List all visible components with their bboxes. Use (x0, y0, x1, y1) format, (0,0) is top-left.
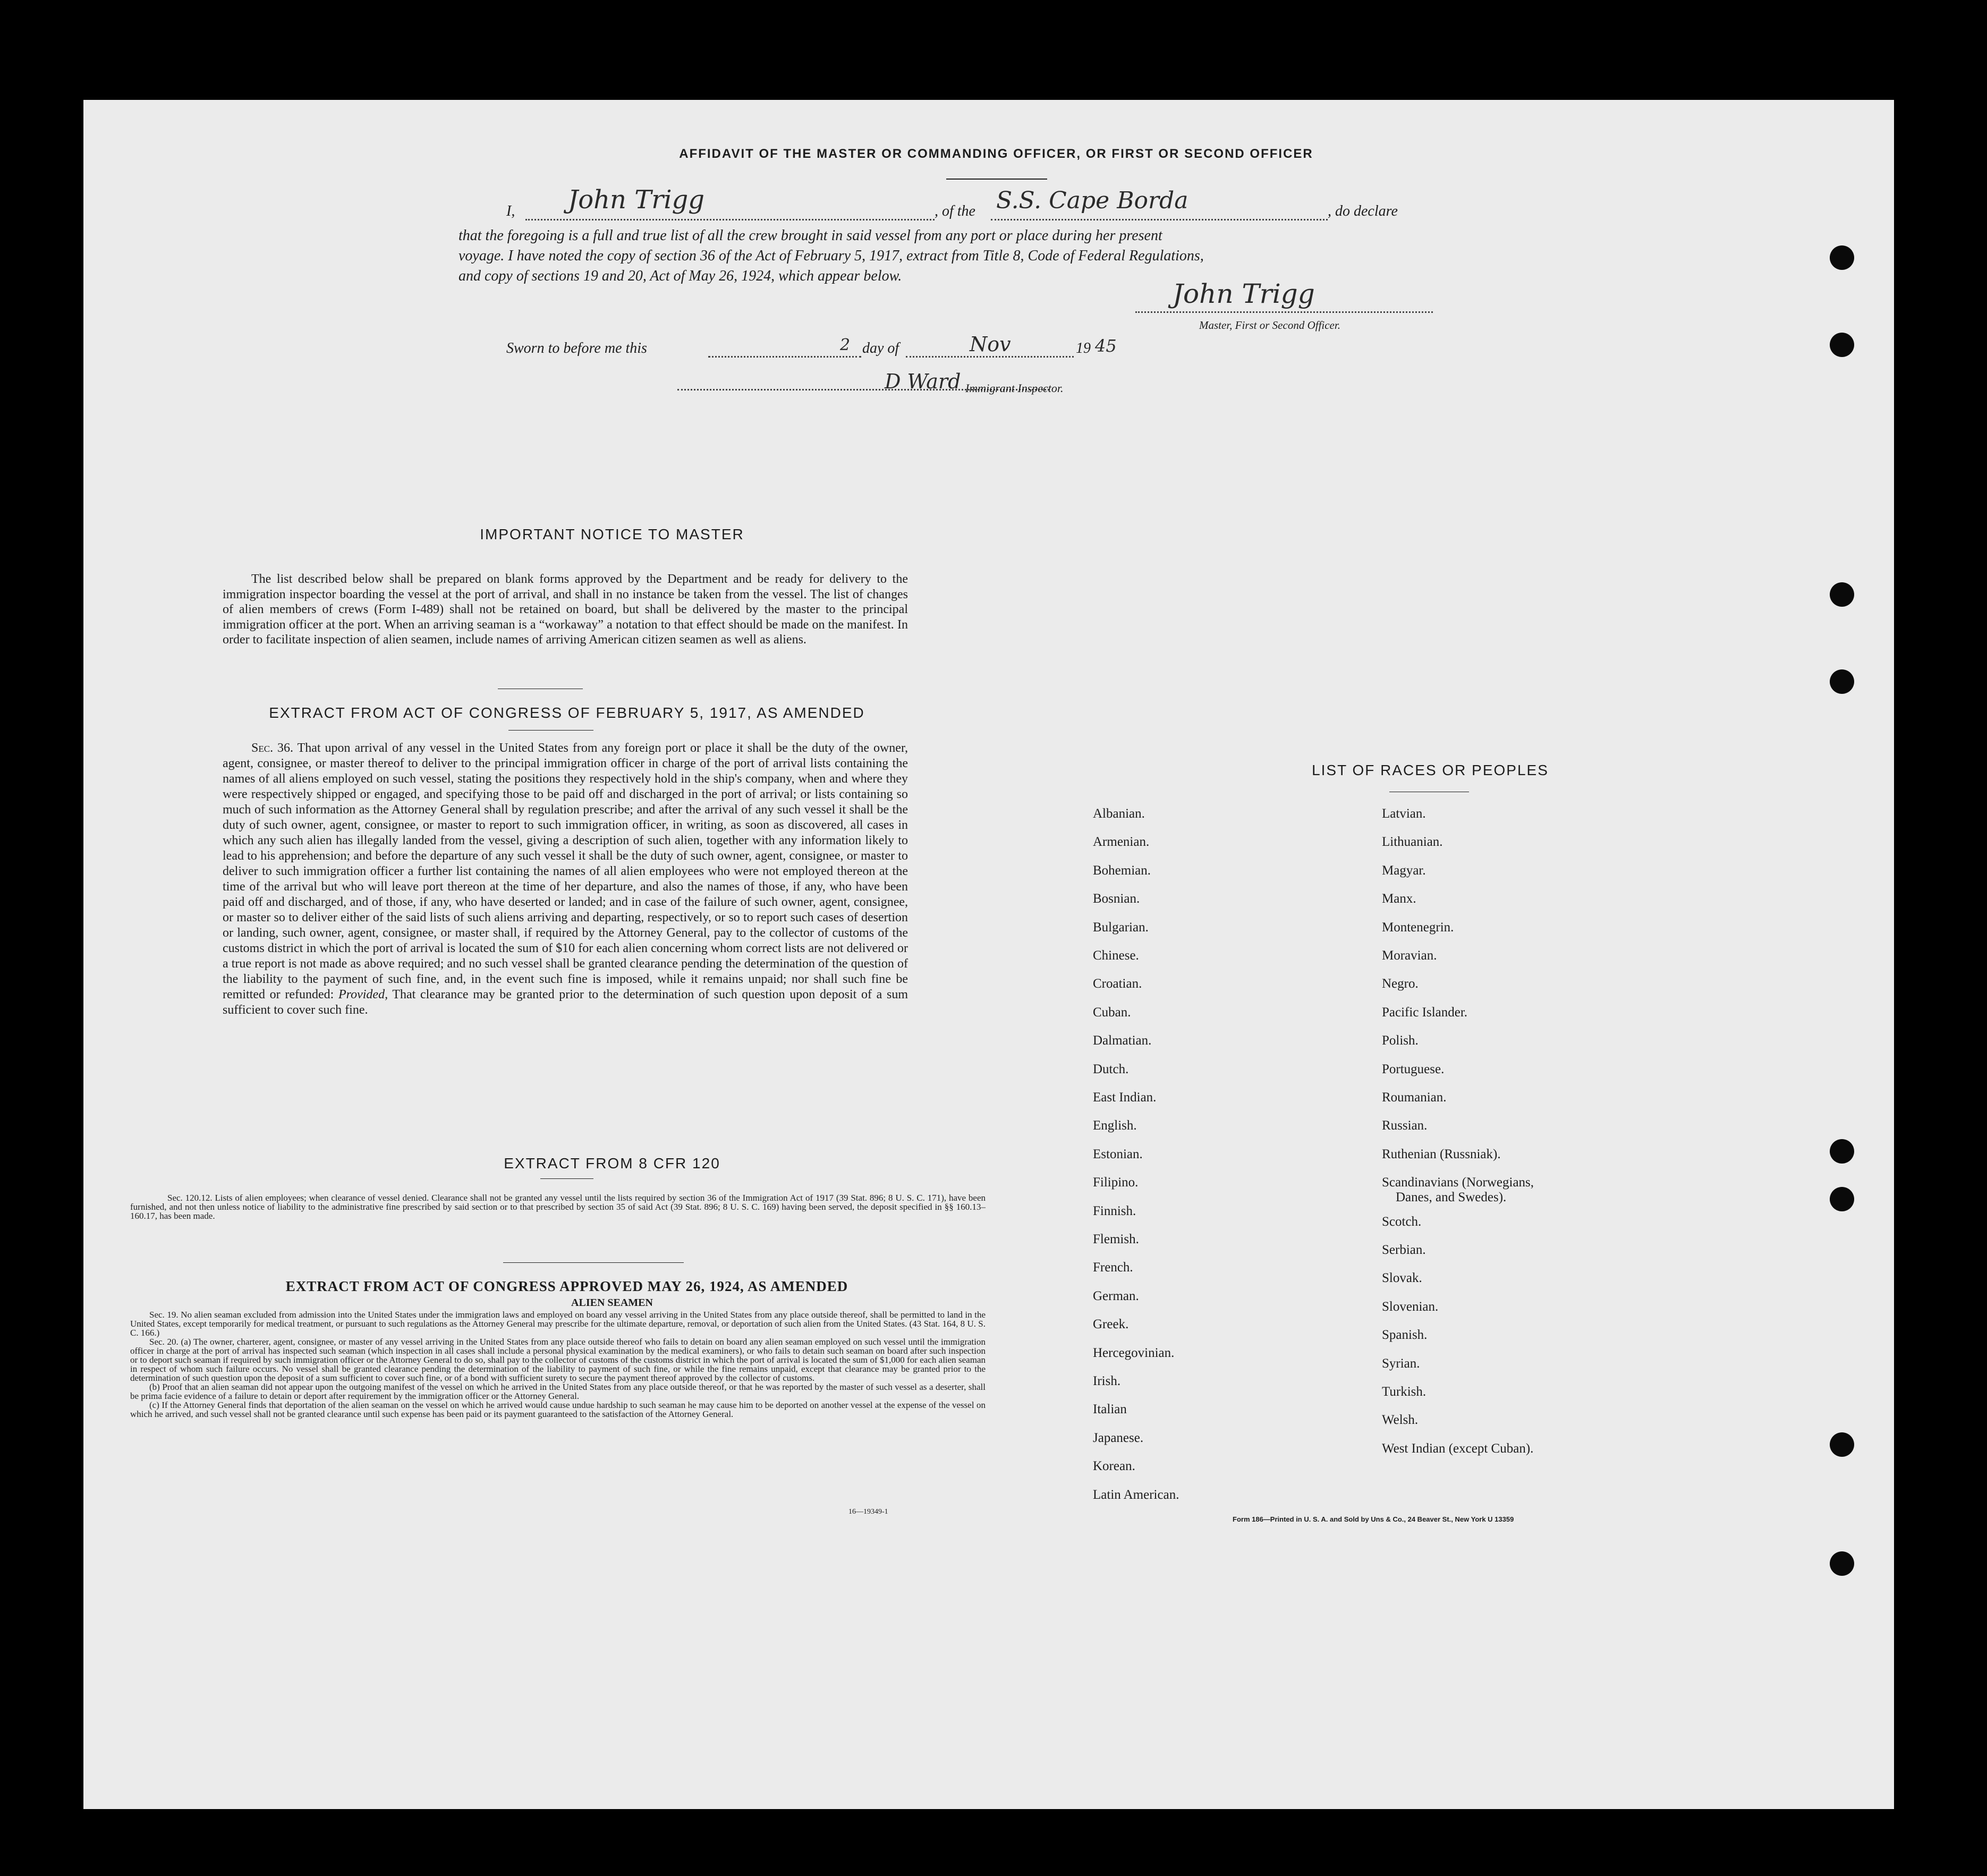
race-item: Pacific Islander. (1382, 1005, 1468, 1020)
sec-36-label: Sec. 36. (251, 741, 294, 755)
punch-hole (1830, 582, 1854, 607)
race-item: Roumanian. (1382, 1090, 1447, 1105)
race-item: Flemish. (1093, 1232, 1139, 1246)
race-item: Dalmatian. (1093, 1033, 1152, 1048)
race-item: English. (1093, 1118, 1137, 1133)
extract-1917-rule (508, 730, 593, 731)
form-page (83, 100, 1894, 1809)
month-handwritten: Nov (970, 333, 1011, 356)
declaration-line-4: and copy of sections 19 and 20, Act of May 26, 1924, which appear below. (458, 268, 902, 284)
race-item: Scandinavians (Norwegians, (1382, 1175, 1534, 1190)
race-item: Latin American. (1093, 1487, 1179, 1502)
sworn-line (506, 333, 1250, 361)
provided-text: That clearance may be granted prior to the determination of such question upon deposit of a sum sufficient to cover such fine. (223, 988, 908, 1017)
races-title: LIST OF RACES OR PEOPLES (1312, 762, 1549, 778)
extract-1917-body (223, 741, 908, 1018)
race-item: Magyar. (1382, 863, 1426, 878)
extract-cfr-rule-bottom (503, 1262, 684, 1263)
race-item: Chinese. (1093, 948, 1139, 963)
race-item: Bulgarian. (1093, 920, 1149, 935)
race-item: Cuban. (1093, 1005, 1131, 1020)
race-item: Spanish. (1382, 1328, 1428, 1343)
master-label: Master, First or Second Officer. (1199, 319, 1340, 332)
race-item: Dutch. (1093, 1062, 1129, 1076)
month-field (906, 333, 1074, 358)
sec-36-text: That upon arrival of any vessel in the United States from any foreign port or place it shall be the duty of the owner, agent, consignee, or master thereof to deliver to the principal immigration officer in charge of the port of arrival lists containing the names of all aliens employed on such vessel, stating the positions they respectively hold in the ship's company, when and where they were respectively shipped or engaged, and specifying those to be paid off and discharged in the port of arrival; or lists containing so much of such information as the Attorney General shall by regulation prescribe; and after the arrival of any such vessel it shall be the duty of such owner, agent, consignee, or master to report to such immigration officer, in writing, as soon as discovered, all cases in which any such alien has illegally landed from the vessel, giving a description of such alien, together with any information likely to lead to his apprehension; and before the departure of any such vessel it shall be the duty of such owner, agent, consignee, or master to deliver to such immigration officer a further list containing the names of all alien employees who were not employed thereon at the time of the arrival but who will leave port thereon at the time of her departure, and also the names of those, if any, who have been paid off and discharged, and of those, if any, who have deserted or landed; and in case of the failure of such owner, agent, consignee, or master so to deliver either of the said lists of such aliens arriving and departing, respectively, or so to report such cases of desertion or landing, such owner, agent, consignee, or master shall, if required by the Attorney General, pay to the collector of customs of the customs district in which the port of arrival is located the sum of $10 for each alien concerning whom correct lists are not delivered or a true report is not made as above required; and no such vessel shall be granted clearance pending the determination of the question of the liability to the payment of such fine, and, in the event such fine is imposed, while it remains unpaid; nor shall such fine be remitted or refunded: (223, 741, 908, 1001)
punch-hole (1830, 1551, 1854, 1576)
notice-body: The list described below shall be prepared on blank forms approved by the Department and be ready for delivery to the immigration inspector boarding the vessel at the port of arrival, and shall in no instance be taken from the vessel. The list of changes of alien members of crews (Form I-489) shall not be retained on board, but shall be delivered by the master to the principal immigration officer at the port. When an arriving seaman is a “workaway” a notation to that effect should be made on the manifest. In order to facilitate inspection of alien seamen, include names of arriving American citizen seamen as well as aliens. (223, 572, 908, 647)
declaration-line-1 (506, 185, 1549, 224)
race-item: Armenian. (1093, 835, 1150, 850)
name-field (525, 185, 935, 220)
race-item: Turkish. (1382, 1385, 1426, 1399)
race-item: Negro. (1382, 977, 1419, 991)
race-item: Scotch. (1382, 1214, 1422, 1229)
race-item: Bosnian. (1093, 892, 1140, 906)
vessel-field (991, 187, 1328, 220)
affidavit-title: AFFIDAVIT OF THE MASTER OR COMMANDING OFFICER, OR FIRST OR SECOND OFFICER (679, 147, 1313, 161)
extract-1924-subtitle: ALIEN SEAMEN (571, 1297, 653, 1309)
race-item: Japanese. (1093, 1430, 1144, 1445)
sworn-label: Sworn to before me this (506, 340, 647, 356)
extract-cfr-rule (540, 1178, 593, 1179)
race-item: Lithuanian. (1382, 835, 1443, 850)
vessel-handwritten: S.S. Cape Borda (996, 187, 1188, 214)
race-item: Syrian. (1382, 1356, 1420, 1371)
year-handwritten: 45 (1095, 336, 1117, 356)
sec-19-text: Sec. 19. No alien seaman excluded from admission into the United States under the immigration laws and employed on board any vessel arriving in the United States from any place outside thereof, shall be permitted to land in the United States, except temporarily for medical treatment, or pursuant to such regulations as the Attorney General may prescribe for the ultimate departure, removal, or deportation of such alien from the United States. (43 Stat. 164, 8 U. S. C. 166.) (130, 1310, 986, 1338)
race-item: Russian. (1382, 1118, 1428, 1133)
notice-title: IMPORTANT NOTICE TO MASTER (480, 526, 744, 542)
race-item: Slovenian. (1382, 1299, 1439, 1314)
of-the-label: , of the (935, 203, 975, 219)
race-item: Korean. (1093, 1459, 1135, 1474)
race-item: Albanian. (1093, 807, 1145, 821)
declaration-line-3: voyage. I have noted the copy of section 36 of the Act of February 5, 1917, extract from Title 8, Code of Federal Regulations, (458, 248, 1204, 264)
name-handwritten: John Trigg (568, 185, 704, 215)
race-item: Montenegrin. (1382, 920, 1454, 935)
extract-1924-title: EXTRACT FROM ACT OF CONGRESS APPROVED MAY 26, 1924, AS AMENDED (285, 1278, 848, 1294)
day-field (708, 336, 861, 358)
punch-hole (1830, 1187, 1854, 1211)
race-item: Finnish. (1093, 1203, 1136, 1218)
race-item: Bohemian. (1093, 863, 1151, 878)
provided-label: Provided, (338, 988, 388, 1001)
punch-hole (1830, 245, 1854, 270)
extract-cfr-title: EXTRACT FROM 8 CFR 120 (504, 1155, 720, 1172)
extract-cfr-body: Sec. 120.12. Lists of alien employees; when clearance of vessel denied. Clearance shall not be granted any vessel until the lists required by section 36 of the Immigration Act of 1917 (39 Stat. 896; 8 U. S. C. 171), have been furnished, and not then unless notice of liability to the administrative fine prescribed by said section or to that prescribed by section 35 of said Act (39 Stat. 896; 8 U. S. C. 169) having been served, the deposit specified in §§ 160.13–160.17, has been made. (130, 1193, 986, 1221)
race-item: Italian (1093, 1402, 1127, 1417)
race-item-continuation: Danes, and Swedes). (1396, 1190, 1507, 1205)
race-item: Irish. (1093, 1374, 1121, 1388)
race-item: East Indian. (1093, 1090, 1157, 1105)
race-item: Slovak. (1382, 1271, 1422, 1286)
punch-hole (1830, 669, 1854, 694)
race-item: French. (1093, 1260, 1133, 1275)
declaration-line-2: that the foregoing is a full and true list of all the crew brought in said vessel from any port or place during her present (458, 227, 1162, 244)
master-signature-handwritten: John Trigg (1173, 278, 1315, 309)
day-of-label: day of (862, 340, 899, 356)
year-label: 19 (1076, 340, 1091, 356)
race-item: West Indian (except Cuban). (1382, 1441, 1534, 1456)
race-item: Portuguese. (1382, 1062, 1445, 1076)
master-signature-field (1135, 310, 1433, 313)
sec-20a-text: Sec. 20. (a) The owner, charterer, agent, consignee, or master of any vessel arriving in the United States from any place outside thereof who fails to detain on board any alien seaman employed on such vessel until the immigration officer in charge at the port of arrival has inspected such seaman (which inspection in all cases shall include a personal physical examination by the medical examiners), or who fails to detain such seaman on board after such inspection or to deport such seaman if required by such immigration officer or the Attorney General to do so, shall pay to the collector of customs of the customs district in which the port of arrival is located the sum of $1,000 for each alien seaman in respect of whom such failure occurs. No vessel shall be granted clearance pending the determination of the liability to payment of such fine, or while the fine remains unpaid, except that clearance may be granted prior to the determination of such question upon the deposit of a sum sufficient to cover such fine, or of a bond with sufficient surety to secure the payment thereof approved by the collector of customs. (130, 1337, 986, 1383)
extract-1924-body (130, 1310, 986, 1419)
form-number: 16—19349-1 (848, 1508, 888, 1516)
race-item: Serbian. (1382, 1243, 1426, 1257)
extract-1917-title: EXTRACT FROM ACT OF CONGRESS OF FEBRUARY 5, 1917, AS AMENDED (269, 704, 865, 721)
race-item: Filipino. (1093, 1175, 1139, 1190)
race-item: Latvian. (1382, 807, 1426, 821)
sec-20b-text: (b) Proof that an alien seaman did not appear upon the outgoing manifest of the vessel on which he arrived in the United States from any place outside thereof, or that he was reported by the master of such vessel as a deserter, shall be prima facie evidence of a failure to detain or deport after requirement by the immigration officer or the Attorney General. (130, 1382, 986, 1401)
race-item: Manx. (1382, 892, 1416, 906)
i-label: I, (506, 203, 515, 219)
race-item: German. (1093, 1288, 1139, 1303)
punch-hole (1830, 1432, 1854, 1457)
inspector-label: Immigrant Inspector. (965, 381, 1064, 395)
day-handwritten: 2 (840, 336, 851, 354)
inspector-handwritten: D Ward (885, 370, 961, 393)
title-rule (946, 179, 1047, 180)
race-item: Moravian. (1382, 948, 1437, 963)
do-declare-label: , do declare (1328, 203, 1398, 219)
race-item: Greek. (1093, 1317, 1129, 1332)
sec-20c-text: (c) If the Attorney General finds that deportation of the alien seaman on the vessel on which he arrived would cause undue hardship to such seaman he may cause him to be deported on another vessel at the expense of the vessel on which he arrived, and such vessel shall not be granted clearance until such expense has been paid or its payment guaranteed to the satisfaction of the Attorney General. (130, 1400, 986, 1419)
race-item: Estonian. (1093, 1147, 1143, 1161)
race-item: Croatian. (1093, 977, 1142, 991)
race-item: Polish. (1382, 1033, 1419, 1048)
race-item: Ruthenian (Russniak). (1382, 1147, 1501, 1161)
punch-hole (1830, 333, 1854, 357)
race-item: Welsh. (1382, 1413, 1419, 1428)
race-item: Hercegovinian. (1093, 1345, 1175, 1360)
printer-footer: Form 186—Printed in U. S. A. and Sold by Uns & Co., 24 Beaver St., New York U 13359 (1233, 1515, 1514, 1523)
punch-hole (1830, 1139, 1854, 1164)
